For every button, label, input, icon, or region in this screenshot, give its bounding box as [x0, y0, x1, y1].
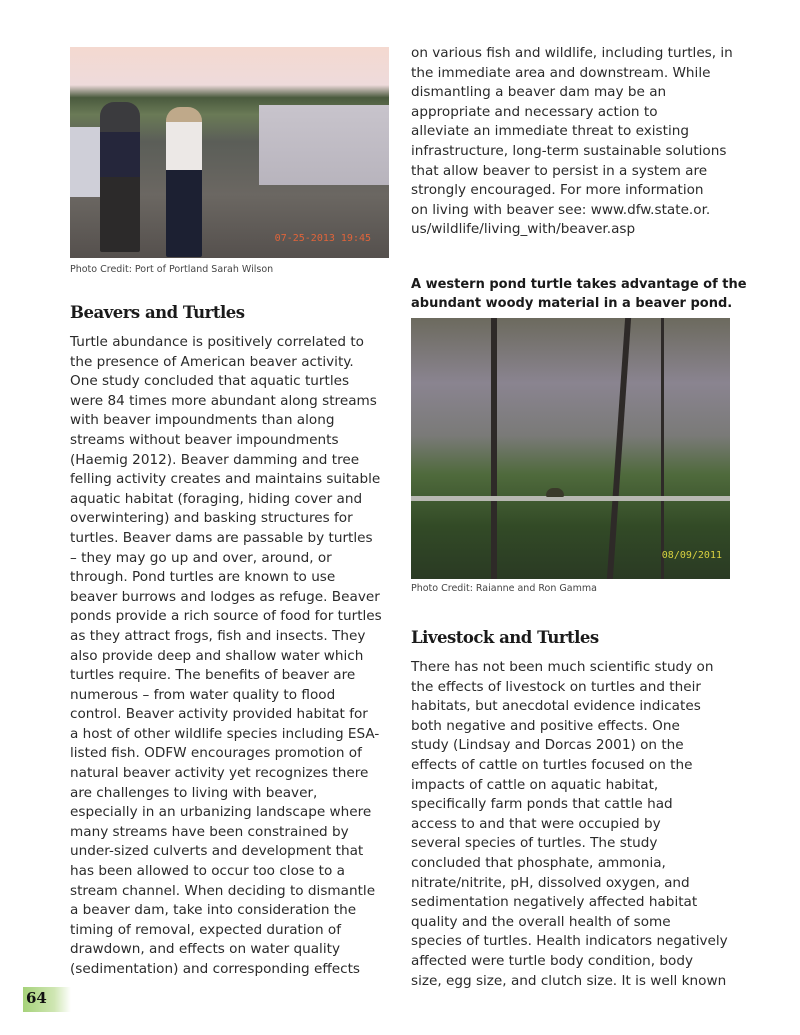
text-line: (Haemig 2012). Beaver damming and tree: [70, 451, 360, 468]
text-line: especially in an urbanizing landscape where: [70, 804, 372, 821]
text-line: that allow beaver to persist in a system are: [411, 162, 708, 179]
text-line: with beaver impoundments than along: [70, 412, 335, 429]
text-line: listed fish. ODFW encourages promotion of: [70, 745, 362, 762]
photo-turtle-beaver-pond: [411, 318, 730, 579]
caption-line: abundant woody material in a beaver pond.: [411, 296, 733, 311]
figure-caption: [411, 275, 747, 313]
text-line: appropriate and necessary action to: [411, 103, 658, 120]
text-line: (sedimentation) and corresponding effects: [70, 961, 360, 977]
text-line: turtles require. The benefits of beaver are: [70, 667, 356, 684]
text-line: natural beaver activity yet recognizes there: [70, 765, 369, 782]
text-line: One study concluded that aquatic turtles: [70, 373, 350, 390]
text-line: alleviate an immediate threat to existing: [411, 123, 689, 140]
body-text-continued: [411, 44, 741, 240]
text-line: aquatic habitat (foraging, hiding cover and: [70, 490, 363, 507]
tree-trunk: [491, 318, 497, 579]
caption-line: A western pond turtle takes advantage of the: [411, 277, 747, 292]
text-line: dismantling a beaver dam may be an: [411, 84, 667, 101]
text-line: on various fish and wildlife, including turtles, in: [411, 45, 733, 61]
page-number: 64: [26, 989, 47, 1007]
text-line: numerous – from water quality to flood: [70, 686, 336, 703]
section-heading: Livestock and Turtles: [411, 628, 599, 647]
text-line: us/wildlife/living_with/beaver.asp: [411, 221, 636, 238]
person-figure: [166, 107, 202, 257]
text-line: also provide deep and shallow water which: [70, 647, 364, 664]
photo-birdwatchers: [70, 47, 389, 258]
text-line: streams without beaver impoundments: [70, 431, 339, 448]
text-line: impacts of cattle on aquatic habitat,: [411, 776, 659, 793]
text-line: access to and that were occupied by: [411, 815, 661, 832]
text-line: the effects of livestock on turtles and their: [411, 678, 701, 695]
text-line: There has not been much scientific study on: [411, 659, 714, 675]
text-line: control. Beaver activity provided habitat for: [70, 706, 368, 723]
text-line: habitats, but anecdotal evidence indicates: [411, 698, 701, 715]
body-text: [70, 333, 400, 980]
person-figure: [100, 102, 140, 252]
photo-credit: Photo Credit: Raianne and Ron Gamma: [411, 583, 597, 594]
text-line: ponds provide a rich source of food for turtles: [70, 608, 382, 625]
tree-trunk: [607, 318, 631, 579]
text-line: strongly encouraged. For more information: [411, 182, 704, 199]
text-line: has been allowed to occur too close to a: [70, 863, 345, 880]
text-line: were 84 times more abundant along streams: [70, 392, 377, 409]
tree-trunk: [661, 318, 664, 579]
text-line: Turtle abundance is positively correlated to: [70, 334, 364, 350]
text-line: study (Lindsay and Dorcas 2001) on the: [411, 737, 684, 754]
text-line: affected were turtle body condition, body: [411, 952, 694, 969]
text-line: effects of cattle on turtles focused on the: [411, 756, 693, 773]
text-line: the immediate area and downstream. While: [411, 64, 711, 81]
text-line: specifically farm ponds that cattle had: [411, 796, 673, 813]
text-line: size, egg size, and clutch size. It is well known: [411, 972, 727, 989]
text-line: concluded that phosphate, ammonia,: [411, 854, 666, 871]
text-line: timing of removal, expected duration of: [70, 921, 342, 938]
text-line: infrastructure, long-term sustainable solutions: [411, 142, 727, 159]
text-line: the presence of American beaver activity.: [70, 353, 354, 370]
photo-timestamp: 07-25-2013 19:45: [274, 233, 371, 244]
text-line: sedimentation negatively affected habitat: [411, 894, 698, 911]
text-line: both negative and positive effects. One: [411, 717, 680, 734]
text-line: nitrate/nitrite, pH, dissolved oxygen, and: [411, 874, 690, 891]
text-line: many streams have been constrained by: [70, 823, 349, 840]
page-number-tab: [23, 987, 71, 1012]
text-line: – they may go up and over, around, or: [70, 549, 332, 566]
text-line: quality and the overall health of some: [411, 913, 671, 930]
section-heading: Beavers and Turtles: [70, 303, 245, 322]
text-line: felling activity creates and maintains suitable: [70, 471, 381, 488]
text-line: under-sized culverts and development that: [70, 843, 364, 860]
text-line: a host of other wildlife species including ESA-: [70, 725, 380, 742]
body-text: [411, 658, 741, 991]
text-line: several species of turtles. The study: [411, 835, 658, 852]
water: [259, 105, 389, 185]
text-line: drawdown, and effects on water quality: [70, 941, 340, 958]
text-line: through. Pond turtles are known to use: [70, 569, 336, 586]
log: [411, 496, 730, 501]
text-line: as they attract frogs, fish and insects. They: [70, 627, 366, 644]
text-line: a beaver dam, take into consideration the: [70, 902, 357, 919]
turtle: [546, 488, 564, 497]
photo-credit: Photo Credit: Port of Portland Sarah Wilson: [70, 264, 274, 275]
text-line: species of turtles. Health indicators negatively: [411, 933, 728, 950]
text-line: stream channel. When deciding to dismantle: [70, 882, 376, 899]
photo-timestamp: 08/09/2011: [661, 550, 722, 561]
text-line: beaver burrows and lodges as refuge. Beaver: [70, 588, 380, 605]
text-line: turtles. Beaver dams are passable by turtles: [70, 529, 373, 546]
text-line: overwintering) and basking structures for: [70, 510, 353, 527]
text-line: on living with beaver see: www.dfw.state.or.: [411, 201, 711, 218]
text-line: are challenges to living with beaver,: [70, 784, 318, 801]
